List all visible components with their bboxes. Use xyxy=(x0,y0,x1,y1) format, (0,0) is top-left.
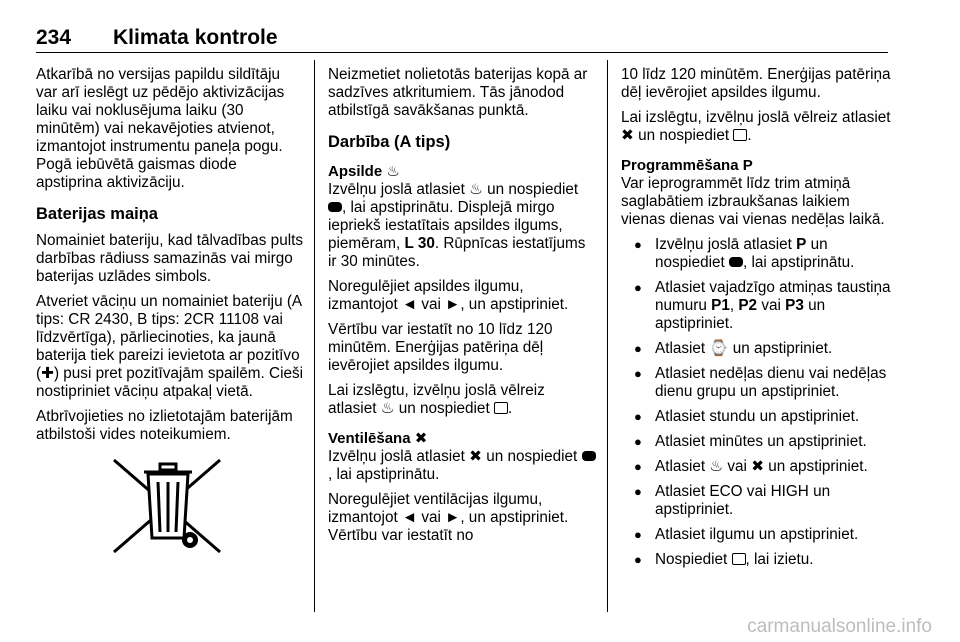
column-divider xyxy=(314,60,315,612)
column-3 xyxy=(621,66,891,576)
exit-key-icon xyxy=(732,553,746,565)
text: P2 xyxy=(738,297,758,314)
text: un apstipriniet. xyxy=(655,297,826,332)
text: vai xyxy=(761,297,781,314)
text: ) pusi pret pozitīvajām spailēm. Cieši nostipriniet vāciņu atpakaļ vietā. xyxy=(36,365,304,400)
text: Izvēlņu joslā atlasiet xyxy=(328,448,465,465)
text: vai xyxy=(421,509,441,526)
plus-icon: ✚ xyxy=(41,365,54,382)
text: un apstipriniet. xyxy=(768,458,868,475)
fan-icon: ✖ xyxy=(621,127,634,144)
paragraph: Nomainiet bateriju, kad tālvadības pults darbības rādiuss samazinās vai mirgo baterijas uzlādes simbols. xyxy=(36,232,303,285)
paragraph: Lai izslēgtu, izvēlņu joslā vēlreiz atlasiet ♨ un nospiediet . xyxy=(328,382,545,417)
right-arrow-icon: ► xyxy=(445,296,461,313)
list-item: ● Atlasiet vajadzīgo atmiņas taustiņa numuru P1, P2 vai P3 un apstipriniet. xyxy=(621,279,891,333)
paragraph xyxy=(328,181,596,271)
section-heading-operation: Darbība (A tips) xyxy=(328,133,451,151)
text: Atlasiet xyxy=(655,458,706,475)
text: Atlasiet vajadzīgo atmiņas taustiņa numuru xyxy=(655,279,891,314)
list-item xyxy=(621,236,891,272)
text: Ventilēšana xyxy=(328,430,411,447)
exit-key-icon xyxy=(733,129,747,141)
ok-key-icon xyxy=(328,202,342,212)
text: Vērtību var iestatīt no xyxy=(328,527,474,544)
column-1 xyxy=(36,66,304,563)
text: vai xyxy=(421,296,441,313)
text: Izvēlņu joslā atlasiet xyxy=(328,181,465,198)
paragraph: Var ieprogrammēt līdz trim atmiņā saglabātiem izbraukšanas laikiem vienas dienas vai vienas nedēļas laikā. xyxy=(621,175,885,228)
display-code: L 30 xyxy=(404,235,435,252)
paragraph: Lai izslēgtu, izvēlņu joslā vēlreiz atlasiet ✖ un nospiediet . xyxy=(621,109,891,144)
paragraph xyxy=(328,448,596,484)
text: Lai izslēgtu, izvēlņu joslā vēlreiz atlasiet xyxy=(328,382,545,417)
list-item: ● Atlasiet ECO vai HIGH un apstipriniet. xyxy=(621,483,891,519)
text: P1 xyxy=(711,297,730,314)
text: Atveriet vāciņu un nomainiet bateriju (A tips: CR 2430, B tips: 2CR 11108 vai līdzvērtīga), pārliecinoties, ka jaunā baterija tiek pareizi ievietota ar pozitīvo ( xyxy=(36,293,302,382)
page-title: Klimata kontrole xyxy=(113,26,278,49)
text: Noregulējiet ventilācijas ilgumu, izmantojot xyxy=(328,491,543,526)
ok-key-icon xyxy=(729,257,743,267)
paragraph: Vērtību var iestatīt no 10 līdz 120 minūtēm. Enerģijas patēriņa dēļ ievērojiet apsildes ilgumu. xyxy=(328,321,553,374)
list-item: ● Atlasiet stundu un apstipriniet. xyxy=(621,408,891,426)
text: un nospiediet xyxy=(655,236,828,271)
right-arrow-icon: ► xyxy=(445,509,461,526)
text: . Rūpnīcas iestatījums ir 30 minūtes. xyxy=(328,235,586,270)
list-item: ● Atlasiet ilgumu un apstipriniet. xyxy=(621,526,891,544)
heat-icon: ♨ xyxy=(469,181,483,198)
paragraph xyxy=(328,491,596,545)
text: P3 xyxy=(785,297,804,314)
section-heading-battery: Baterijas maiņa xyxy=(36,205,158,223)
heat-icon: ♨ xyxy=(709,458,724,475)
list-item xyxy=(621,340,891,358)
text: , lai apstiprinātu. Displejā mirgo iepriekš iestatītais apsildes ilgums, piemēram, xyxy=(328,199,563,252)
paragraph: Neizmetiet nolietotās baterijas kopā ar sadzīves atkritumiem. Tās jānodod atbilstīgā savākšanas punktā. xyxy=(328,66,588,119)
text: Nospiediet xyxy=(655,551,728,568)
text: vai xyxy=(727,458,747,475)
text: , lai izietu. xyxy=(745,551,814,568)
paragraph: 10 līdz 120 minūtēm. Enerģijas patēriņa dēļ ievērojiet apsildes ilgumu. xyxy=(621,66,891,101)
left-arrow-icon: ◄ xyxy=(401,296,418,313)
left-arrow-icon: ◄ xyxy=(401,509,418,526)
crossed-out-bin-icon xyxy=(106,454,304,563)
fan-icon: ✖ xyxy=(414,430,428,447)
page-number: 234 xyxy=(36,26,72,49)
paragraph: Atkarībā no versijas papildu sildītāju var arī ieslēgt uz pēdējo aktivizācijas laiku vai noklusējuma laiku (30 minūtēm) vai nekavējoties atvienot, izmantojot instrumentu paneļa pogu. Pogā iebūvētā gaismas diode apstiprina aktivizāciju. xyxy=(36,66,285,191)
text: , lai apstiprinātu. xyxy=(328,466,440,483)
paragraph xyxy=(36,293,304,401)
text: , un apstipriniet. xyxy=(460,509,569,526)
list-item xyxy=(621,551,891,569)
list-item: ● Atlasiet minūtes un apstipriniet. xyxy=(621,433,891,451)
list-item: ● Atlasiet nedēļas dienu vai nedēļas dienu grupu un apstipriniet. xyxy=(621,365,891,401)
exit-key-icon xyxy=(494,402,508,414)
text: Noregulējiet apsildes ilgumu, izmantojot xyxy=(328,278,524,313)
paragraph xyxy=(328,278,596,314)
column-2 xyxy=(328,66,596,552)
subheading-heating xyxy=(328,163,596,181)
text: un nospiediet xyxy=(638,127,730,144)
column-divider xyxy=(607,60,608,612)
watermark: carmanualsonline.info xyxy=(747,616,932,637)
page-header xyxy=(36,22,888,53)
text: Apsilde xyxy=(328,163,383,180)
ok-key-icon xyxy=(582,451,596,461)
text: , lai apstiprinātu. xyxy=(743,254,855,271)
subheading-programming: Programmēšana P xyxy=(621,157,753,174)
text: un nospiediet xyxy=(398,400,490,417)
heat-icon: ♨ xyxy=(380,400,395,417)
steps-list xyxy=(621,236,891,569)
text: , un apstipriniet. xyxy=(460,296,569,313)
text: un nospiediet xyxy=(487,181,579,198)
text: Izvēlņu joslā atlasiet xyxy=(655,236,792,253)
text: un nospiediet xyxy=(486,448,578,465)
text: Lai izslēgtu, izvēlņu joslā vēlreiz atlasiet xyxy=(621,109,891,126)
subheading-ventilation xyxy=(328,430,596,448)
heat-icon: ♨ xyxy=(386,163,400,180)
paragraph: Atbrīvojieties no izlietotajām baterijām atbilstoši vides noteikumiem. xyxy=(36,408,293,443)
text: Atlasiet xyxy=(655,340,706,357)
fan-icon: ✖ xyxy=(469,448,482,465)
list-item xyxy=(621,458,891,476)
text: un apstipriniet. xyxy=(732,340,833,357)
text: P xyxy=(796,236,807,253)
fan-icon: ✖ xyxy=(751,458,765,475)
clock-icon: ⌚ xyxy=(709,340,729,357)
